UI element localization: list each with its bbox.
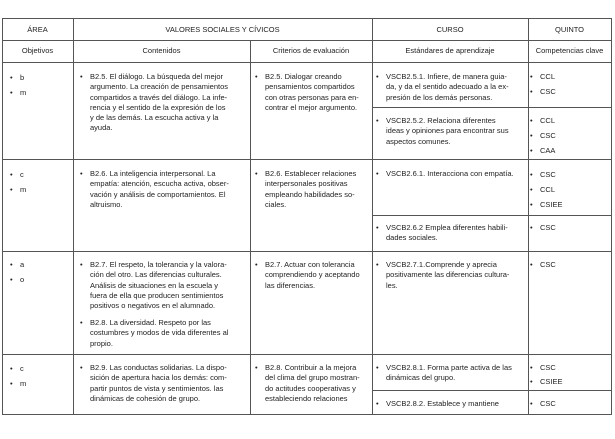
- header-divider: [2, 62, 611, 63]
- column-divider: [73, 18, 74, 415]
- competencia-item: • CSIEE: [540, 200, 563, 210]
- competencia-item: • CSC: [540, 131, 556, 141]
- estandar-text: • VSCB2.5.1. Infiere, de manera guia- da, y da el sentido adecuado a la ex- presión de los demás personas.: [386, 72, 526, 103]
- column-divider: [528, 18, 529, 415]
- competencia-item: • CSC: [540, 223, 556, 233]
- header-objetivos: Objetivos: [21, 46, 54, 55]
- row-divider: [2, 251, 611, 252]
- criterio-text: • B2.5. Dialogar creando pensamientos compartidos con otras personas para en- contrar el mejor argumento.: [265, 72, 371, 113]
- objetivo-item: • a: [20, 260, 24, 270]
- estandar-text: • VSCB2.6.1. Interacciona con empatía.: [386, 169, 526, 179]
- contenido-text: • B2.5. El diálogo. La búsqueda del mejor argumento. La creación de pensamientos compartidos a través del diálogo. La infe- rencia y el sentido de la expresión de los y de las demás. La escucha activa y la ayuda.: [90, 72, 248, 134]
- estandar-text: • VSCB2.7.1.Comprende y aprecia positivamente las diferencias cultura- les.: [386, 260, 526, 291]
- table-border-bottom: [2, 414, 611, 415]
- table-border-right: [611, 18, 612, 415]
- competencia-item: • CSC: [540, 363, 556, 373]
- row-divider: [2, 159, 611, 160]
- column-divider: [250, 40, 251, 415]
- subrow-divider: [372, 107, 611, 108]
- table-border-left: [2, 18, 3, 415]
- header-curso: CURSO: [436, 25, 464, 34]
- header-estandares: Estándares de aprendizaje: [405, 46, 495, 55]
- objetivo-item: • o: [20, 275, 24, 285]
- contenido-text: • B2.6. La inteligencia interpersonal. La empatía: atención, escucha activa, obser- vación y análisis de comportamientos. El altruismo.: [90, 169, 248, 210]
- competencia-item: • CSIEE: [540, 377, 563, 387]
- competencia-item: • CSC: [540, 170, 556, 180]
- header-area: ÁREA: [27, 25, 48, 34]
- row-divider: [2, 354, 611, 355]
- criterio-text: • B2.7. Actuar con tolerancia comprendiendo y aceptando las diferencias.: [265, 260, 371, 291]
- competencia-item: • CSC: [540, 399, 556, 409]
- objetivo-item: • m: [20, 185, 26, 195]
- estandar-text: • VSCB2.8.1. Forma parte activa de las dinámicas del grupo.: [386, 363, 526, 384]
- subrow-divider: [372, 215, 611, 216]
- objetivo-item: • b: [20, 73, 24, 83]
- competencia-item: • CCL: [540, 72, 555, 82]
- competencia-item: • CSC: [540, 87, 556, 97]
- competencia-item: • CSC: [540, 260, 556, 270]
- objetivo-item: • m: [20, 88, 26, 98]
- contenido-text: • B2.8. La diversidad. Respeto por las costumbres y modos de vida diferentes al propio.: [90, 318, 248, 349]
- estandar-text: • VSCB2.5.2. Relaciona diferentes ideas y opiniones para encontrar sus aspectos comunes.: [386, 116, 526, 147]
- header-competencias: Competencias clave: [535, 46, 604, 55]
- criterio-text: • B2.6. Establecer relaciones interpersonales positivas empleando habilidades so- ciales.: [265, 169, 371, 210]
- objetivo-item: • m: [20, 379, 26, 389]
- competencia-item: • CAA: [540, 146, 555, 156]
- competencia-item: • CCL: [540, 116, 555, 126]
- header-quinto: QUINTO: [554, 25, 585, 34]
- header-criterios: Criterios de evaluación: [272, 46, 350, 55]
- contenido-text: • B2.9. Las conductas solidarias. La dispo- sición de apertura hacia los demás: com- partir puntos de vista y sentimientos. las dinámicas de cohesión de grupo.: [90, 363, 248, 404]
- table-border-top: [2, 18, 611, 19]
- header-divider: [2, 40, 611, 41]
- estandar-text: • VSCB2.8.2. Establece y mantiene: [386, 399, 526, 409]
- objetivo-item: • c: [20, 364, 24, 374]
- criterio-text: • B2.8. Contribuir a la mejora del clima del grupo mostran- do actitudes cooperativas y estableciendo relaciones: [265, 363, 371, 404]
- header-contenidos: Contenidos: [142, 46, 181, 55]
- competencia-item: • CCL: [540, 185, 555, 195]
- objetivo-item: • c: [20, 170, 24, 180]
- subrow-divider: [372, 390, 611, 391]
- column-divider: [372, 18, 373, 415]
- contenido-text: • B2.7. El respeto, la tolerancia y la valora- ción del otro. Las diferencias culturales. Análisis de situaciones en la escuela y fuera de ella que producen sentimientos positivos o negativos en el alumnado.: [90, 260, 248, 311]
- estandar-text: • VSCB2.6.2 Emplea diferentes habili- dades sociales.: [386, 223, 526, 244]
- header-valores: VALORES SOCIALES Y CÍVICOS: [165, 25, 280, 34]
